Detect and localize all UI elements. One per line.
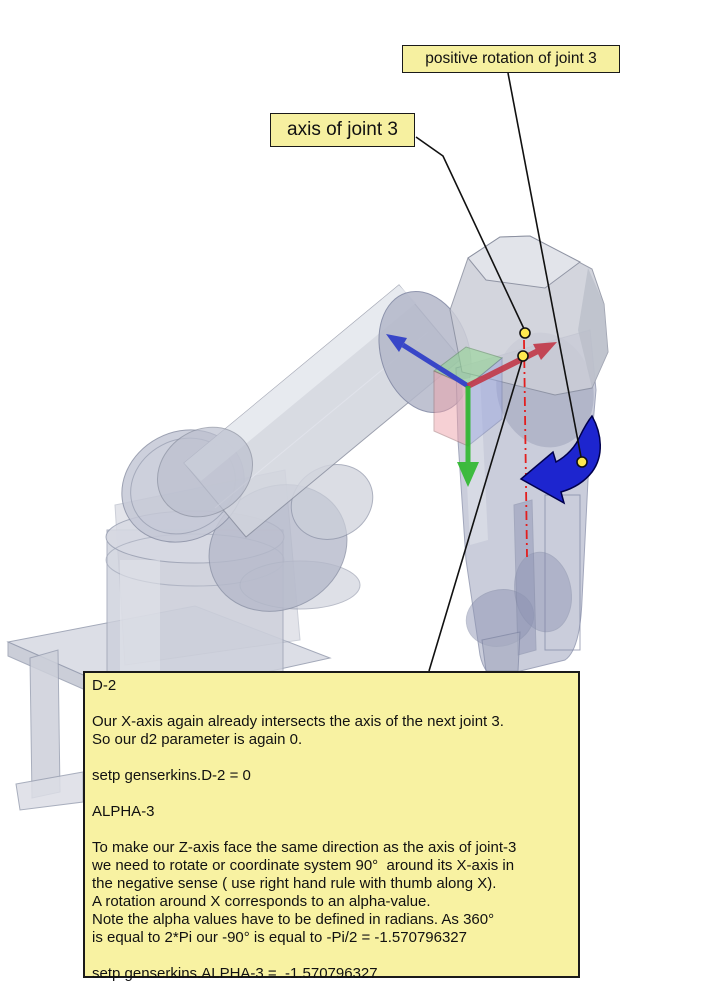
positive-rotation-label-text: positive rotation of joint 3 [425,50,597,67]
marker-axis-top [520,328,530,338]
info-line: we need to rotate or coordinate system 90° around its X-axis in [92,857,515,874]
info-line: Our X-axis again already intersects the axis of the next joint 3. [92,713,504,730]
info-line [92,695,571,713]
info-line: setp genserkins.D-2 = 0 [92,767,251,784]
info-line: setp genserkins.ALPHA-3 = -1.570796327 [92,965,378,982]
info-line: Note the alpha values have to be defined in radians. As 360° [92,911,495,928]
positive-rotation-label [402,45,620,73]
info-line: To make our Z-axis face the same direction as the axis of joint-3 [92,839,517,856]
info-line [92,785,571,803]
info-line: ALPHA-3 [92,803,155,820]
axis-of-joint-label [270,113,415,147]
info-line: the negative sense ( use right hand rule with thumb along X). [92,875,497,892]
info-line: So our d2 parameter is again 0. [92,731,303,748]
parameter-info-box [83,671,580,982]
info-line: D-2 [92,677,117,694]
axis-of-joint-label-text: axis of joint 3 [287,119,398,140]
info-line: is equal to 2*Pi our -90° is equal to -Pi/2 = -1.570796327 [92,929,467,946]
info-line: A rotation around X corresponds to an alpha-value. [92,893,431,910]
info-line [92,947,571,965]
info-line [92,749,571,767]
marker-rotation [577,457,587,467]
info-line [92,821,571,839]
marker-axis-origin [518,351,528,361]
